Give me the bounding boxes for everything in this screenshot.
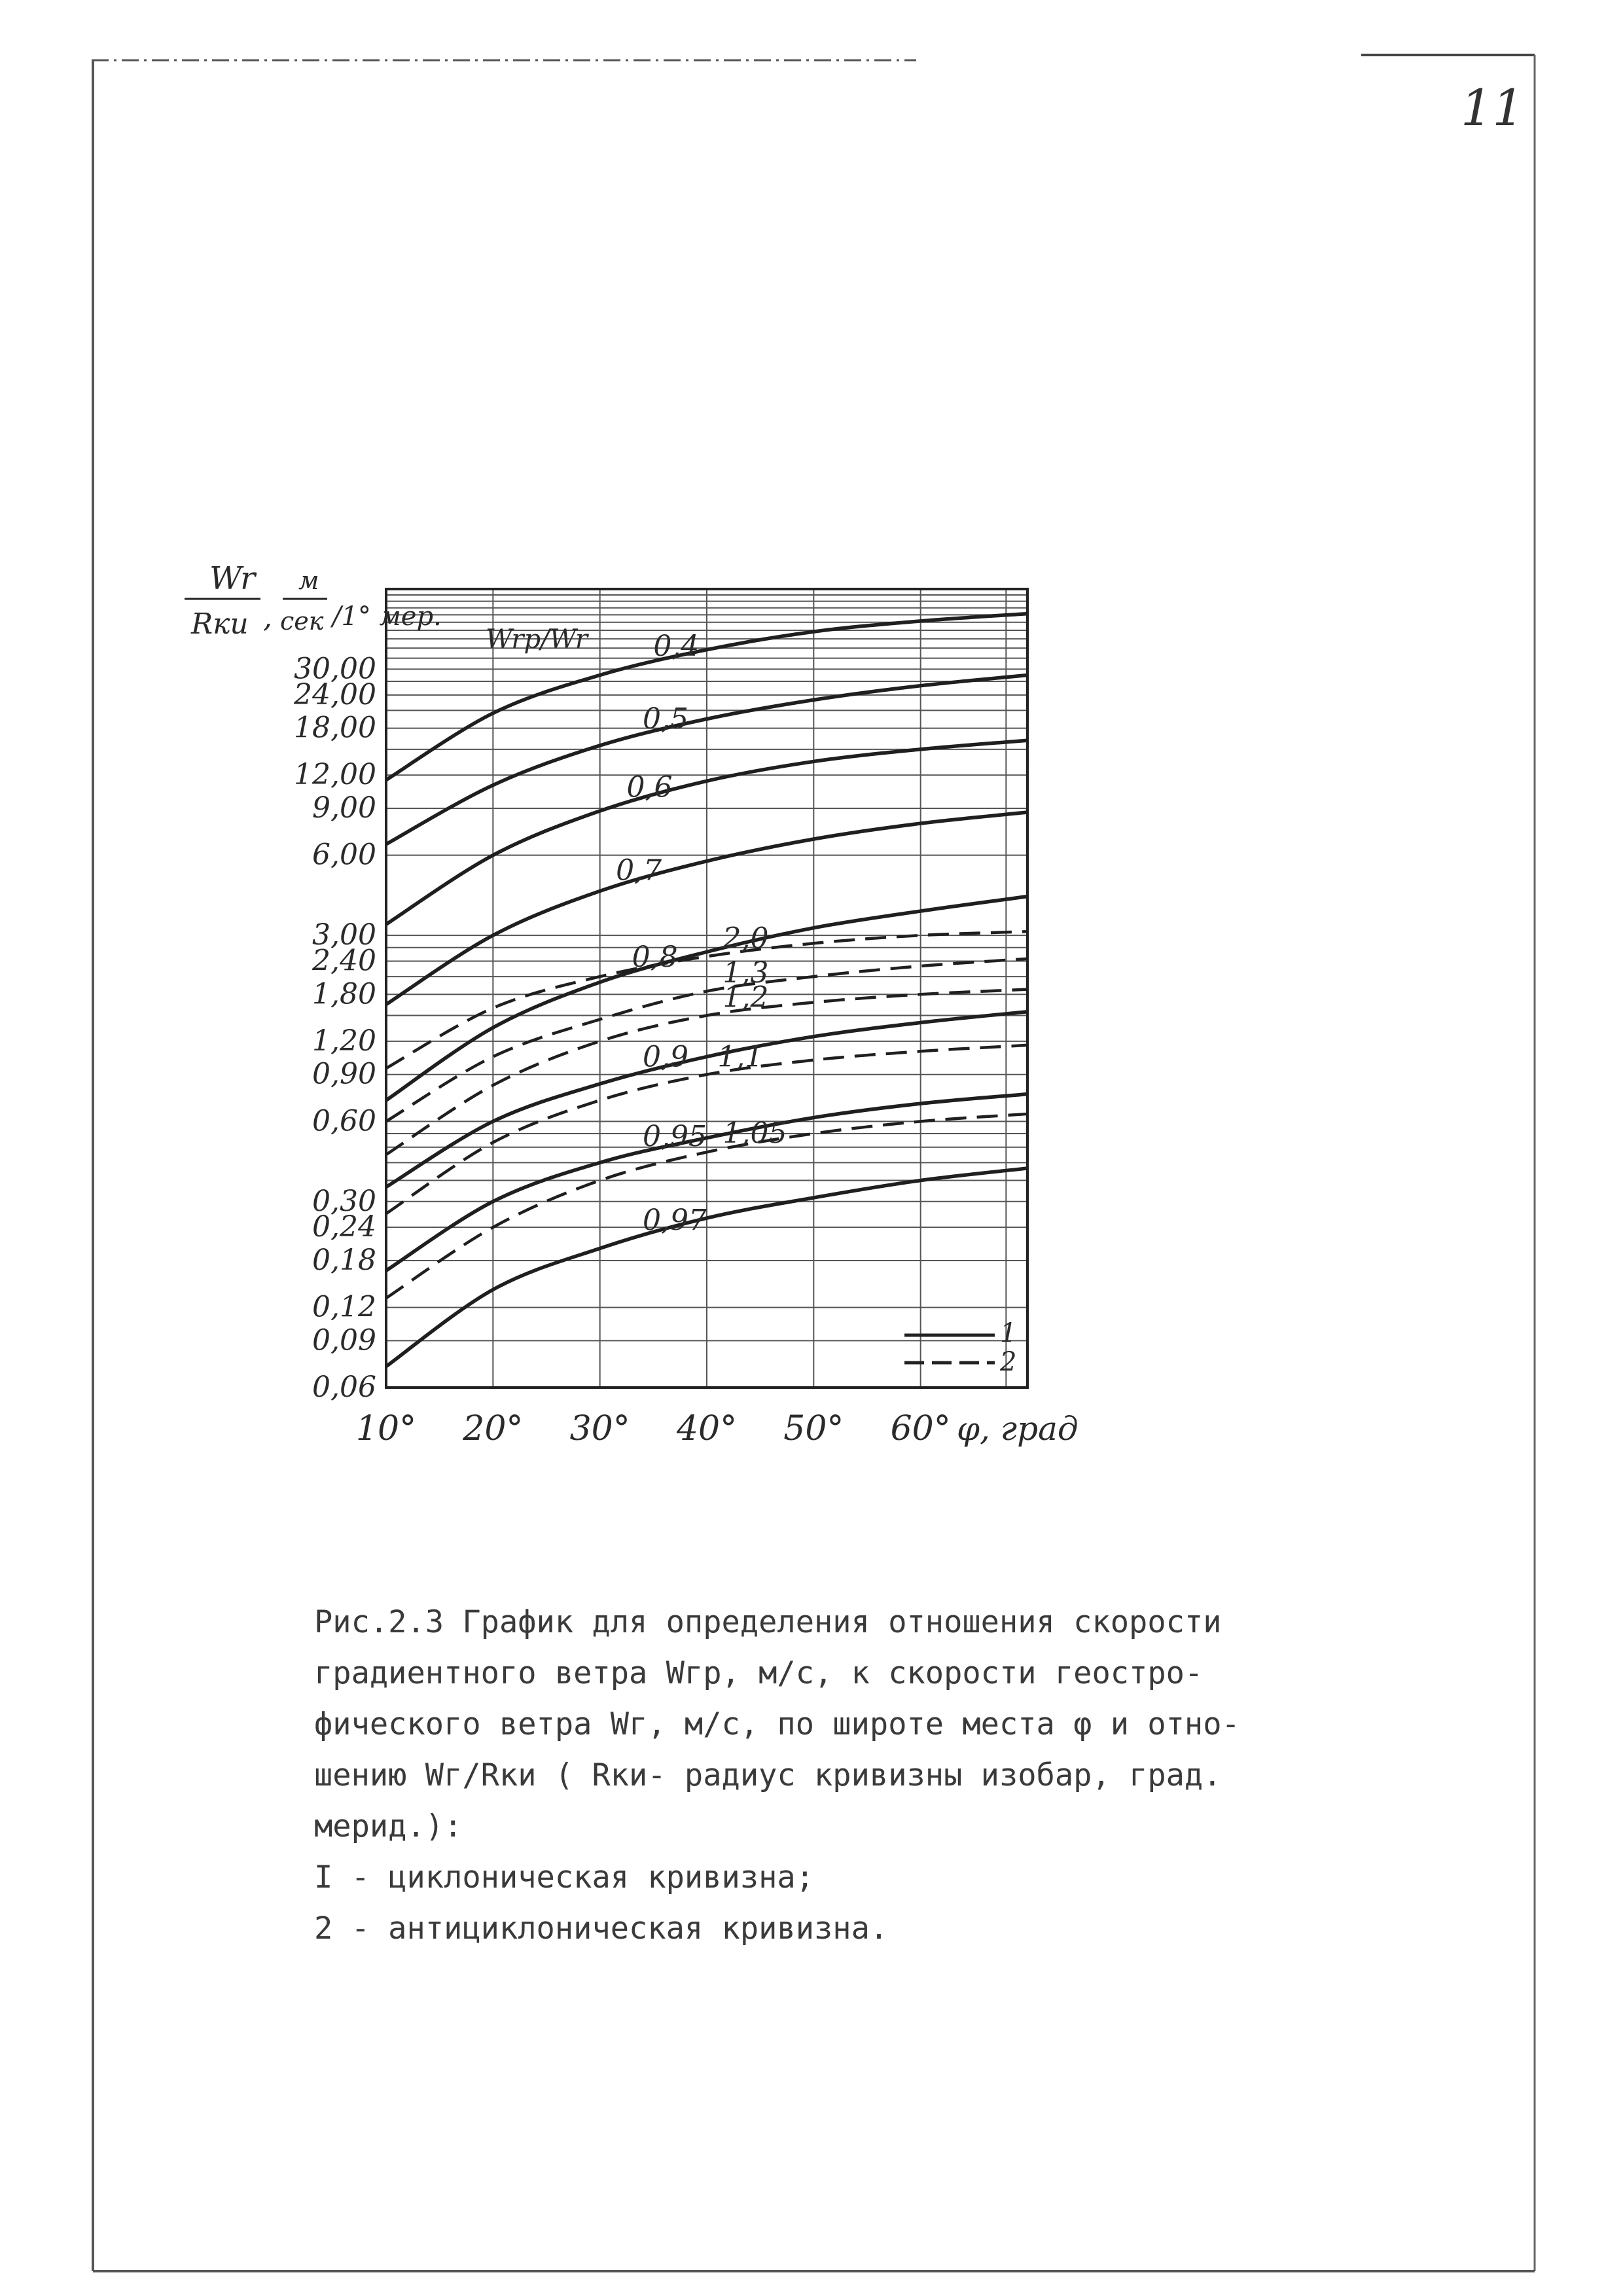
y-title-den: Rки [191,607,249,641]
chart-grid [386,589,1027,1388]
x-tick-label: 60° [890,1409,951,1448]
y-tick-label: 18,00 [294,711,376,745]
y-tick-label: 24,00 [294,677,376,711]
y-tick-label: 12,00 [294,758,376,792]
series-label: 2,0 [722,922,769,956]
y-tick-label: 0,12 [312,1290,376,1324]
x-axis-ticks [356,1409,951,1448]
y-tick-label: 0,24 [312,1210,376,1244]
series-label: 0,97 [643,1203,707,1237]
caption-line-4: шению Wг/Rки ( Rки- радиус кривизны изобар, град. [314,1757,1222,1793]
y-tick-label: 30,00 [294,652,376,686]
y-tick-label: 0,06 [312,1371,376,1404]
x-axis-label: φ, град [957,1410,1079,1448]
caption-line-2: градиентного ветра Wгр, м/с, к скорости геостро- [314,1655,1204,1691]
series-label: 0,9 [643,1040,688,1074]
series-label: 0,8 [632,940,678,974]
y-tick-label: 6,00 [312,838,376,872]
y-tick-label: 0,09 [312,1323,376,1357]
caption-line-3: фического ветра Wг, м/с, по широте места φ и отно- [314,1706,1240,1742]
x-tick-label: 20° [463,1409,524,1448]
y-tick-label: 0,18 [312,1243,376,1277]
legend [904,1318,1016,1377]
series-label: 0,4 [653,630,700,664]
series-label: 1,1 [717,1040,764,1074]
y-tick-label: 0,60 [312,1104,376,1138]
series-label: 1,3 [722,956,769,990]
x-tick-label: 40° [676,1409,738,1448]
series-label: 1,2 [722,980,769,1014]
x-tick-label: 50° [783,1409,844,1448]
y-unit-rest: /1° мер. [332,601,442,632]
y-tick-label: 1,80 [312,977,376,1011]
legend-label-1: 1 [1000,1318,1017,1348]
caption-line-5: мерид.): [314,1808,463,1844]
caption-line-1: Рис.2.3 График для определения отношения скорости [314,1604,1222,1640]
y-tick-label: 1,20 [312,1024,376,1058]
x-tick-label: 10° [355,1409,417,1448]
figure-caption [314,1597,1427,1954]
caption-item-1: I - циклоническая кривизна; [314,1859,815,1895]
y-axis-ticks [293,652,376,1404]
y-tick-label: 3,00 [312,918,376,952]
series-label: 0,7 [616,853,662,888]
y-tick-label: 0,30 [312,1184,376,1218]
y-unit-num: м [298,566,319,595]
y-title-comma: , [263,601,272,634]
y-tick-label: 2,40 [312,944,376,978]
y-unit-den: сек [280,607,324,636]
series-label: 1,05 [722,1117,787,1151]
caption-item-2: 2 - антициклоническая кривизна. [314,1910,889,1946]
series-label: 0,5 [643,702,688,736]
series-label: 0,95 [643,1120,707,1154]
y-title-num: Wr [209,560,256,597]
page-number: 11 [1461,79,1524,137]
x-tick-label: 30° [569,1409,630,1448]
series-label: 0,6 [626,770,673,804]
y-tick-label: 0,90 [312,1057,376,1091]
legend-label-2: 2 [1000,1347,1017,1377]
y-tick-label: 9,00 [312,791,376,825]
series-header: Wrp/Wr [486,624,588,655]
